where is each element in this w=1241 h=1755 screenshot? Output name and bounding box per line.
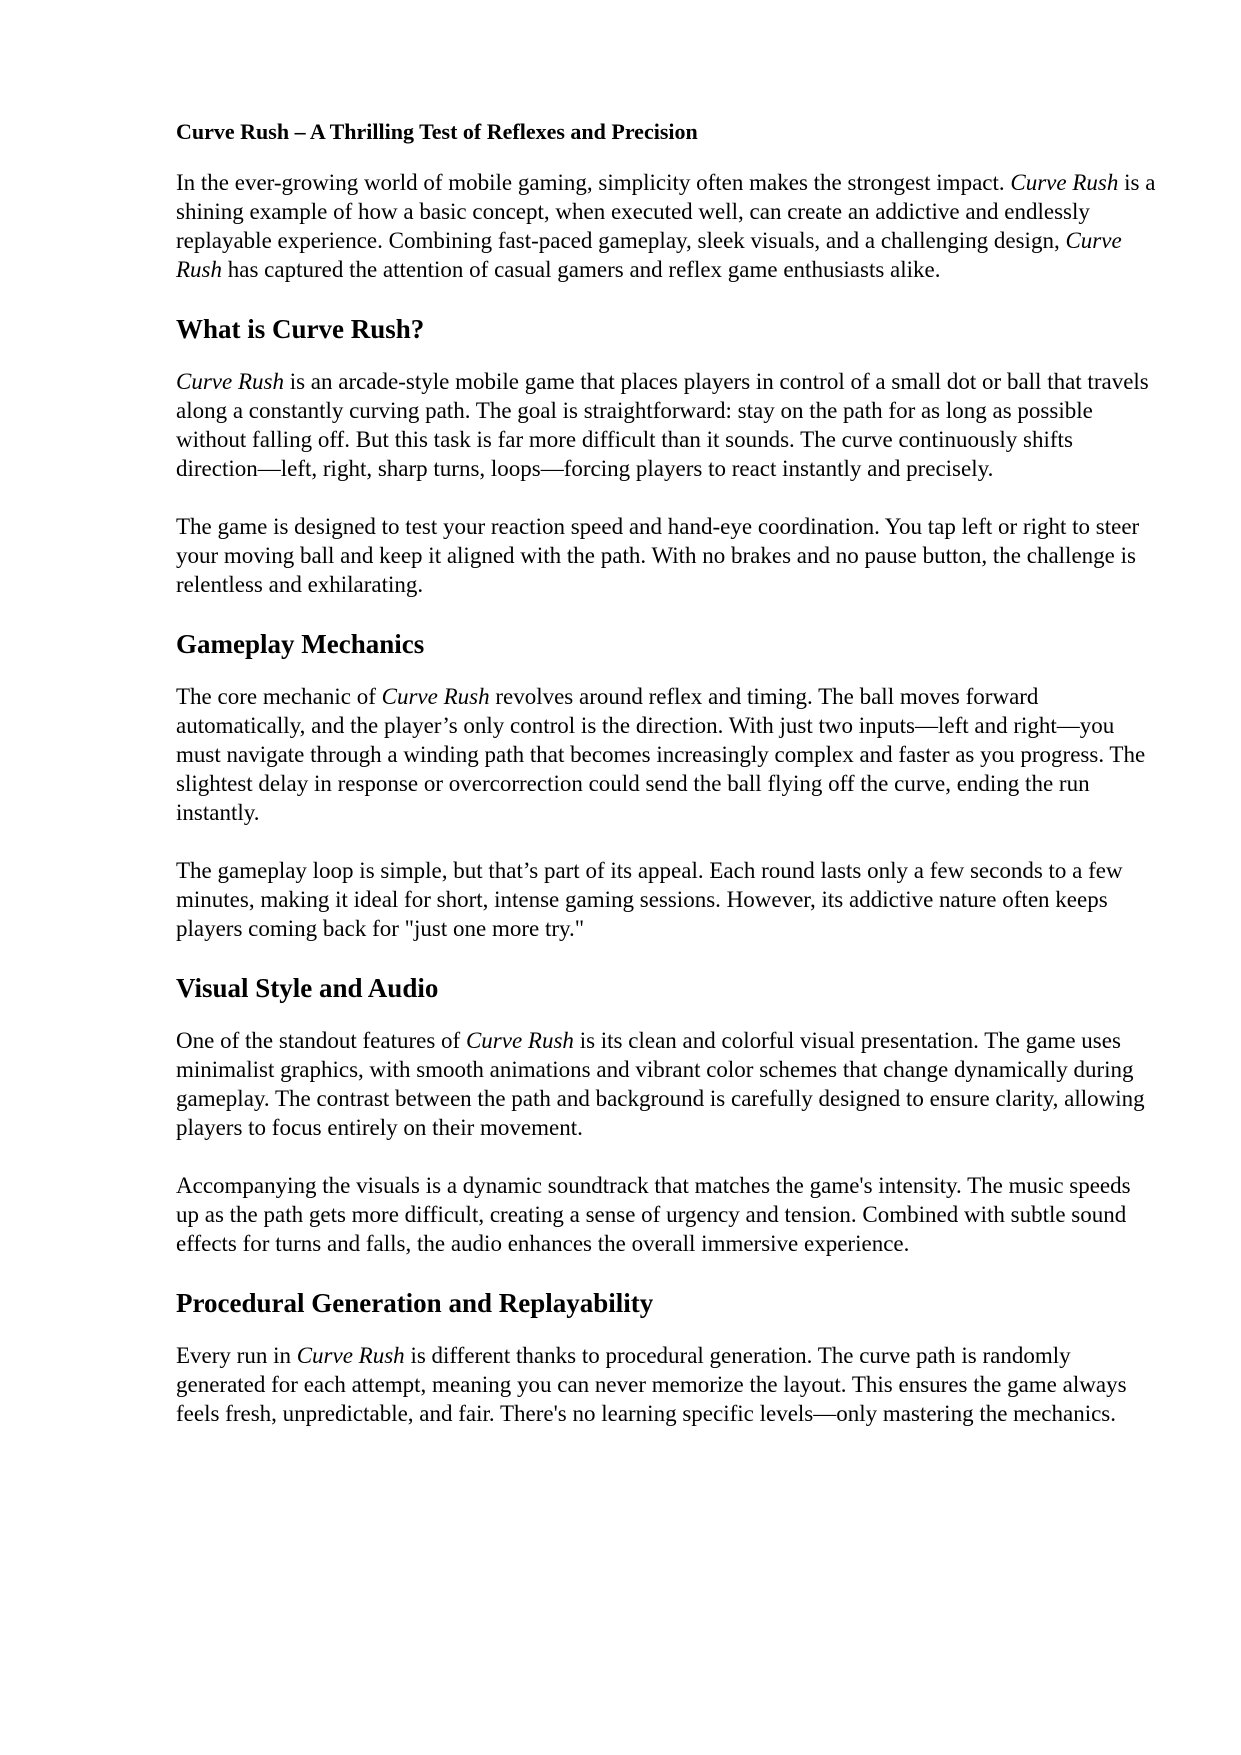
game-title-italic: Curve Rush [1010,170,1119,195]
text-run: The game is designed to test your reaction speed and hand-eye coordination. You tap left or right to steer your moving ball and keep it aligned with the path. With no brakes and no pause button, the challenge is relentless and exhilarating. [176,514,1140,597]
text-run: revolves around reflex and timing. The ball moves forward automatically, and the player’s only control is the direction. With just two inputs—left and right—you must navigate through a winding path that becomes increasingly complex and faster as you progress. The slightest delay in response or overcorrection could send the ball flying off the curve, ending the run instantly. [176,684,1146,825]
section-heading-what-is: What is Curve Rush? [176,314,425,344]
text-run: has captured the attention of casual gamers and reflex game enthusiasts alike. [222,257,941,282]
text-run: is an arcade-style mobile game that places players in control of a small dot or ball that travels along a constantly curving path. The goal is straightforward: stay on the path for as long as possible without falling off. But this task is far more difficult than it sounds. The curve continuously shifts direction—left, right, sharp turns, loops—forcing players to react instantly and precisely. [176,369,1149,481]
section-paragraph [176,1171,1156,1258]
text-run: The gameplay loop is simple, but that’s part of its appeal. Each round lasts only a few seconds to a few minutes, making it ideal for short, intense gaming sessions. However, its addictive nature often keeps players coming back for "just one more try." [176,858,1123,941]
section-heading-gameplay-mechanics: Gameplay Mechanics [176,629,425,659]
text-run: In the ever-growing world of mobile gaming, simplicity often makes the strongest impact. [176,170,1011,195]
text-run: The core mechanic of [176,684,382,709]
text-run: Accompanying the visuals is a dynamic soundtrack that matches the game's intensity. The music speeds up as the path gets more difficult, creating a sense of urgency and tension. Combined with subtle sound effects for turns and falls, the audio enhances the overall immersive experience. [176,1173,1131,1256]
section-paragraph [176,856,1156,943]
text-run: is different thanks to procedural generation. The curve path is randomly generated for each attempt, meaning you can never memorize the layout. This ensures the game always feels fresh, unpredictable, and fair. There's no learning specific levels—only mastering the mechanics. [176,1343,1127,1426]
section-paragraph [176,682,1156,827]
section-paragraph [176,1026,1156,1142]
game-title-italic: Curve Rush [176,369,284,394]
section-paragraph [176,367,1156,483]
game-title-italic: Curve Rush [381,684,490,709]
text-run: is its clean and colorful visual presentation. The game uses minimalist graphics, with smooth animations and vibrant color schemes that change dynamically during gameplay. The contrast between the path and background is carefully designed to ensure clarity, allowing players to focus entirely on their movement. [176,1028,1145,1140]
document-page [176,118,1156,1457]
document-title: Curve Rush – A Thrilling Test of Reflexes and Precision [176,119,698,144]
game-title-italic: Curve Rush [465,1028,574,1053]
text-run: One of the standout features of [176,1028,466,1053]
text-run: Every run in [176,1343,297,1368]
section-heading-procedural-generation: Procedural Generation and Replayability [176,1288,654,1318]
game-title-italic: Curve Rush [296,1343,405,1368]
section-paragraph [176,1341,1156,1428]
intro-paragraph [176,168,1156,284]
game-title-italic: Curve Rush [176,228,1122,282]
section-paragraph [176,512,1156,599]
section-heading-visual-style: Visual Style and Audio [176,973,439,1003]
text-run: is a shining example of how a basic concept, when executed well, can create an addictive and endlessly replayable experience. Combining fast-paced gameplay, sleek visuals, and a challenging design, [176,170,1156,253]
